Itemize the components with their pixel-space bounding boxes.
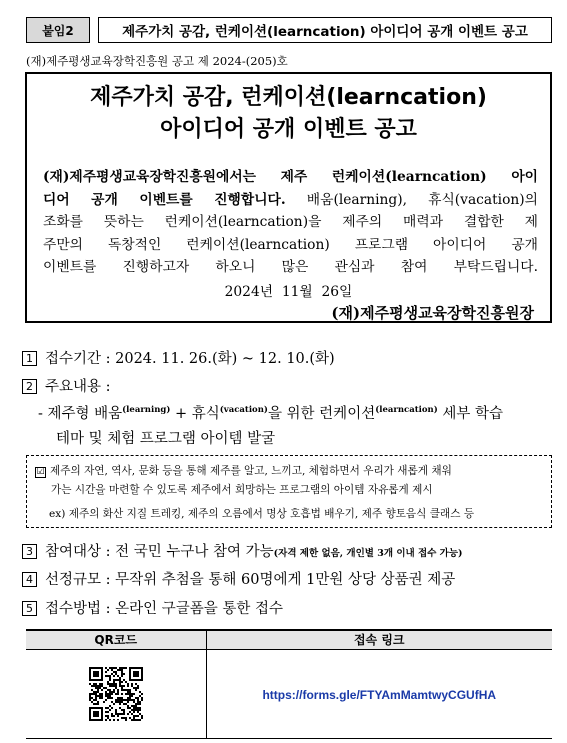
detail-box [26,455,552,528]
item-period [22,347,335,368]
detail-example: ex) 제주의 화산 지질 트레킹, 제주의 오름에서 명상 호흡법 배우기, 제주 향토음식 클래스 등 [49,508,475,520]
notice-title-line1: 제주가치 공감, 런케이션(learncation) [90,85,487,110]
item-number-box: 1 [22,351,37,366]
item-content [22,375,111,396]
notice-number: (재)제주평생교육장학진흥원 공고 제 2024-(205)호 [26,54,288,68]
item-target [22,540,463,561]
item-content-sub-line2: 테마 및 체험 프로그램 아이템 발굴 [56,431,276,447]
table-row [26,649,552,739]
notice-title-line2: 아이디어 공개 이벤트 공고 [160,117,417,142]
link-table [26,629,552,739]
attachment-tag: 붙임2 [26,17,90,43]
detail-line: 가는 시간을 마련할 수 있도록 제주에서 희망하는 프로그램의 아이템 자유롭게 제시 [51,484,433,496]
item-method [22,597,283,618]
form-link[interactable]: https://forms.gle/FTYAmMamtwyCGUfHA [262,688,497,703]
notice-date: 2024년 11월 26일 [224,284,353,300]
notice-body-text: 배움(learning), 휴식(vacation)의 [285,191,538,208]
qr-cell [26,649,206,739]
item-number-box: 2 [22,379,37,394]
item-period-text: 접수기간 : 2024. 11. 26.(화) ~ 12. 10.(화) [45,351,335,367]
notice-box [25,72,552,323]
notice-body-bold: 디어 공개 이벤트를 진행합니다. [43,191,286,208]
item-target-note: (자격 제한 없음, 개인별 3개 이내 접수 가능) [273,548,463,559]
item-number-box: 3 [22,544,37,559]
sub-text: - 제주형 배움 [38,406,123,422]
sub-sup: (learning) [122,405,171,415]
header-strip [26,17,552,43]
table-header-qr: QR코드 [26,630,206,649]
notice-body [43,166,538,279]
link-cell [206,649,552,739]
notice-body-line: 주만의 독창적인 런케이션(learncation) 프로그램 아이디어 공개 [43,236,538,253]
sub-text: + 휴식 [170,406,220,422]
notice-body-line: 이벤트를 진행하고자 하오니 많은 관심과 참여 부탁드립니다. [43,259,538,275]
item-target-text: 참여대상 : 전 국민 누구나 참여 가능 [45,544,274,560]
notice-body-line: 조화를 뜻하는 런케이션(learncation)을 제주의 매력과 결합한 제 [43,214,538,230]
item-scale [22,568,455,589]
detail-line-text: 제주의 자연, 역사, 문화 등을 통해 제주를 알고, 느끼고, 체험하면서 우리가 새롭게 채워 [50,465,452,477]
item-number-box: 5 [22,601,37,616]
item-method-text: 접수방법 : 온라인 구글폼을 통한 접수 [45,601,284,617]
detail-line [35,462,545,481]
item-content-sub-line1 [38,402,503,423]
qr-code-icon[interactable] [87,665,145,723]
notice-body-line [43,189,538,212]
sub-sup: (learncation) [375,405,438,415]
header-title: 제주가치 공감, 런케이션(learncation) 아이디어 공개 이벤트 공고 [98,17,552,43]
sub-text: 을 위한 런케이션 [267,406,376,422]
table-header-link: 접속 링크 [206,630,552,649]
checkbox-icon: ☑ [36,467,45,477]
sub-sup: (vacation) [219,405,268,415]
notice-body-line: (재)제주평생교육장학진흥원에서는 제주 런케이션(learncation) 아이 [43,169,538,185]
table-header-row [26,630,552,649]
item-scale-text: 선정규모 : 무작위 추첨을 통해 60명에게 1만원 상당 상품권 제공 [45,572,456,588]
notice-signer: (재)제주평생교육장학진흥원장 [331,304,534,322]
item-number-box: 4 [22,572,37,587]
item-content-text: 주요내용 : [45,379,111,395]
detail-text [35,462,545,500]
sub-text: 세부 학습 [437,406,504,422]
